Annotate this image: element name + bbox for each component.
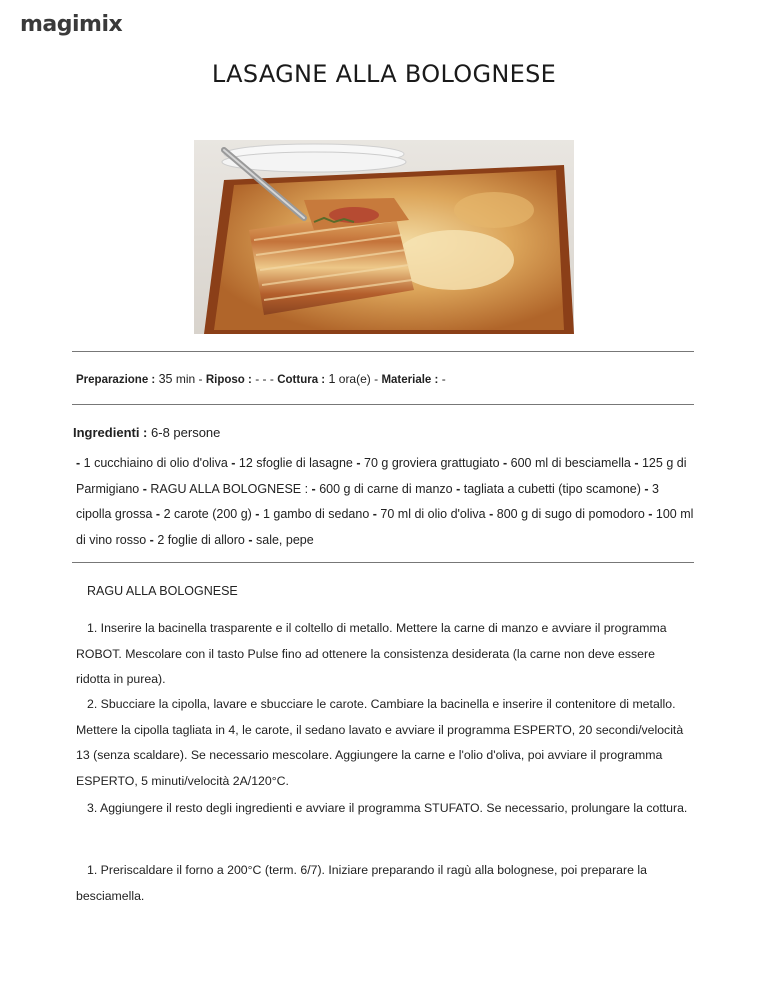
ingredient-item: 100 ml di vino rosso xyxy=(76,507,694,547)
step-text: 1. Preriscaldare il forno a 200°C (term. 6/7). Iniziare preparando il ragù alla bolognese, poi preparare la besciamella. xyxy=(76,863,647,903)
lasagna-photo xyxy=(194,140,574,334)
ingredients-label: Ingredienti : xyxy=(73,425,148,440)
ingredient-item: 600 g di carne di manzo xyxy=(319,481,453,496)
ingredient-separator: - xyxy=(255,507,263,521)
ingredient-item: 1 gambo di sedano xyxy=(262,507,370,521)
step-item xyxy=(76,858,690,909)
ingredient-separator: - xyxy=(644,481,653,496)
ingredient-item: 600 ml di besciamella xyxy=(510,456,631,470)
step-text: 1. Inserire la bacinella trasparente e il coltello di metallo. Mettere la carne di manzo e avviare il programma ROBOT. Mescolare con il tasto Pulse fino ad ottenere la consistenza desiderata (la carne non deve essere ridotta in purea). xyxy=(76,621,667,686)
recipe-meta: Preparazione : 35 min - Riposo : - - - Cottura : 1 ora(e) - Materiale : - xyxy=(76,372,446,386)
ingredient-separator: - xyxy=(311,481,320,496)
ingredient-item: sale, pepe xyxy=(256,532,314,547)
ingredient-separator: - xyxy=(231,456,239,470)
ingredient-item: 3 cipolla grossa xyxy=(76,481,659,521)
ingredient-item: 12 sfoglie di lasagne xyxy=(238,456,353,470)
material-value: - xyxy=(441,372,446,386)
step-text: 3. Aggiungere il resto degli ingredienti e avviare il programma STUFATO. Se necessario, prolungare la cottura. xyxy=(87,801,688,815)
cook-label: Cottura : xyxy=(277,374,326,386)
step-item xyxy=(76,692,690,794)
ingredient-separator: - xyxy=(149,532,158,547)
servings: 6-8 persone xyxy=(151,425,221,440)
ingredient-separator: - xyxy=(648,507,656,521)
prep-label: Preparazione : xyxy=(76,374,156,386)
recipe-title: LASAGNE ALLA BOLOGNESE xyxy=(211,60,557,88)
step-item xyxy=(76,796,690,822)
ingredient-item: 800 g di sugo di pomodoro xyxy=(496,507,645,521)
ingredients-list xyxy=(76,451,696,553)
ingredient-separator: - xyxy=(634,456,642,470)
ingredient-separator: - xyxy=(356,456,365,470)
ingredient-separator: - xyxy=(76,456,84,470)
cook-unit: ora(e) xyxy=(338,372,371,386)
ingredient-item: 1 cucchiaino di olio d'oliva xyxy=(83,456,228,470)
rest-label: Riposo : xyxy=(205,374,252,386)
ingredient-item: 2 carote (200 g) xyxy=(163,507,252,521)
ingredient-separator: - xyxy=(372,507,381,521)
cook-value: 1 xyxy=(328,372,336,386)
divider-meta xyxy=(72,404,694,405)
ingredient-separator: - xyxy=(248,532,256,547)
step-text: 2. Sbucciare la cipolla, lavare e sbucciare le carote. Cambiare la bacinella e inserire il contenitore di metallo. Mettere la cipolla tagliata in 4, le carote, il sedano lavato e avviare il programma ESPERTO, 20 secondi/velocità 13 (senza scaldare). Se necessario mescolare. Aggiungere la carne e l'olio d'oliva, poi avviare il programma ESPERTO, 5 minuti/velocità 2A/120°C. xyxy=(76,697,684,788)
ingredient-separator: - xyxy=(155,507,164,521)
divider-ingredients xyxy=(72,562,694,563)
ingredient-item: 2 foglie di alloro xyxy=(157,532,245,547)
rest-value: - - xyxy=(255,372,267,386)
ingredient-separator: - xyxy=(456,481,464,496)
material-label: Materiale : xyxy=(381,374,439,386)
divider-top xyxy=(72,351,694,352)
prep-value: 35 xyxy=(158,372,173,386)
step-item xyxy=(76,616,690,693)
brand-logo: magimix xyxy=(20,12,123,37)
ingredient-item: tagliata a cubetti (tipo scamone) xyxy=(463,481,641,496)
ingredient-separator: - xyxy=(142,481,151,496)
ingredient-separator: - xyxy=(503,456,511,470)
ingredient-item: 125 g di Parmigiano xyxy=(76,456,687,496)
ingredients-heading xyxy=(73,425,220,440)
ingredient-separator: - xyxy=(489,507,497,521)
section-title: RAGU ALLA BOLOGNESE xyxy=(87,584,238,598)
ingredient-item: 70 g groviera grattugiato xyxy=(364,456,500,470)
ingredient-item: RAGU ALLA BOLOGNESE : xyxy=(150,481,309,496)
ingredient-item: 70 ml di olio d'oliva xyxy=(380,507,486,521)
prep-unit: min xyxy=(175,372,196,386)
